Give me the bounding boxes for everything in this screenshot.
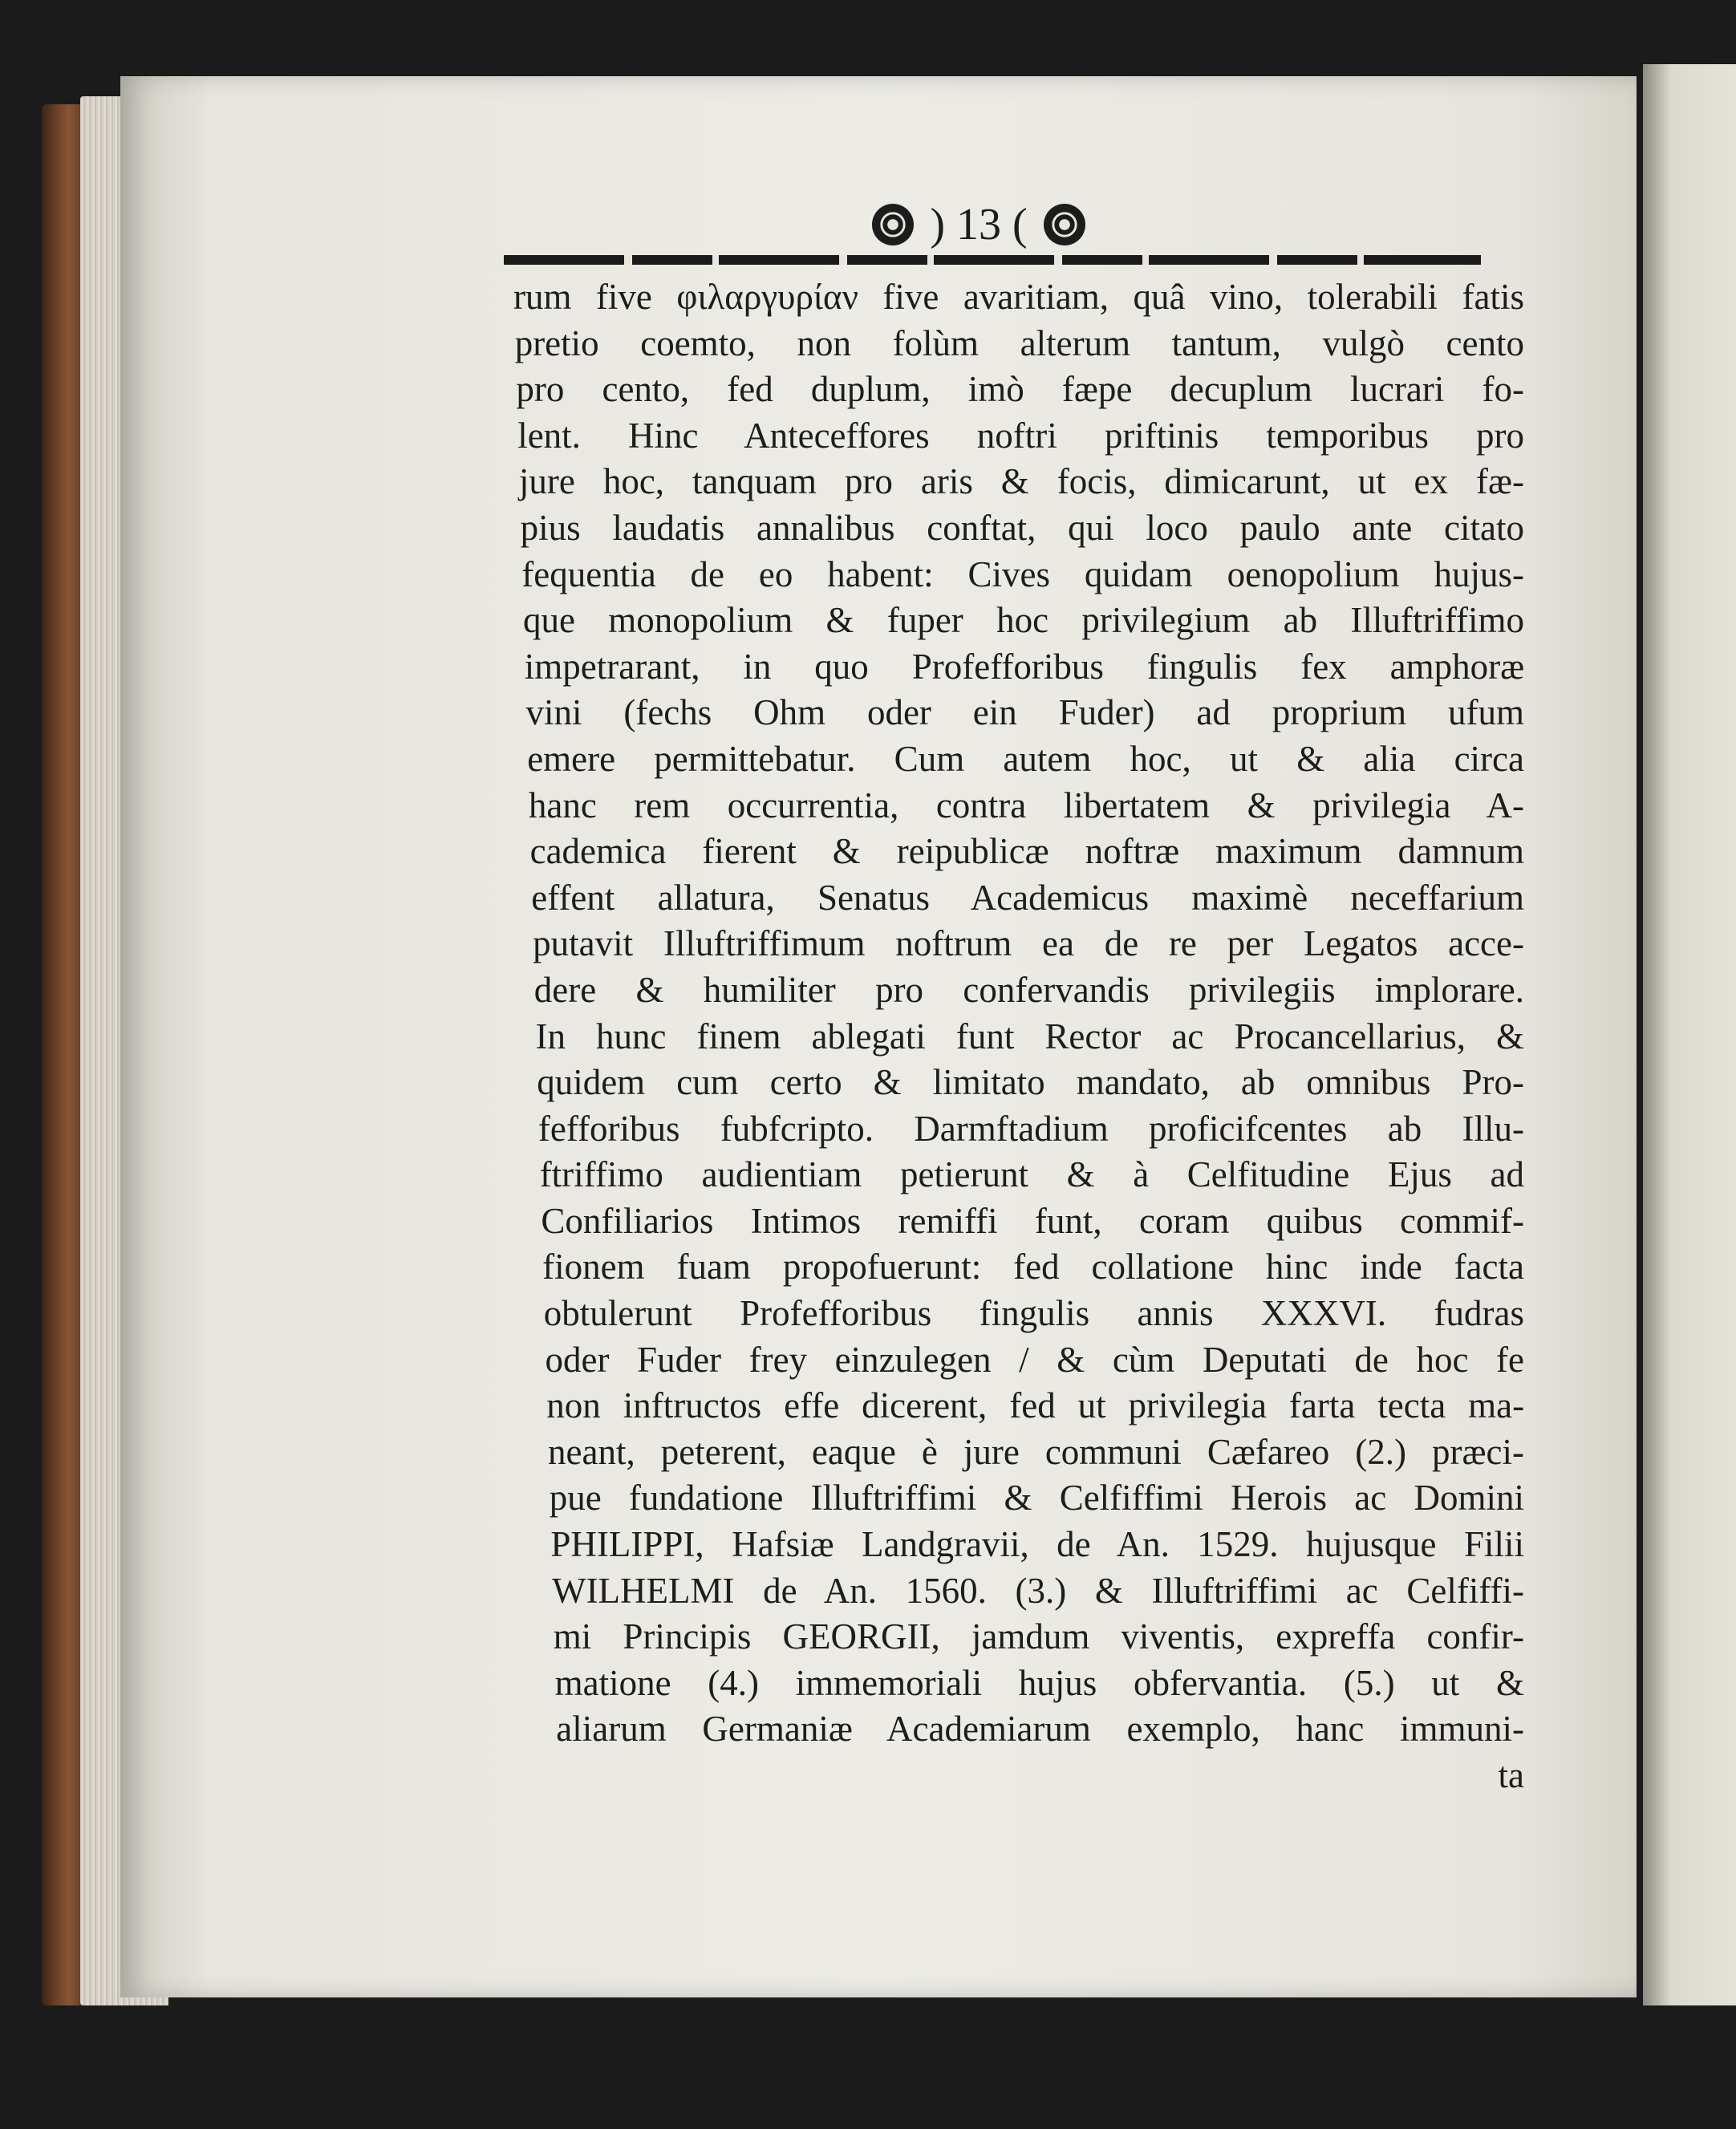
text-line: impetrarant, in quo Profefforibus fingulis fex amphoræ	[524, 646, 1525, 687]
text-line: PHILIPPI, Hafsiæ Landgravii, de An. 1529. hujusque Filii	[550, 1524, 1524, 1565]
page-header	[838, 197, 1119, 253]
text-line: pro cento, fed duplum, imò fæpe decuplum lucrari fo-	[516, 369, 1524, 410]
text-line: fequentia de eo habent: Cives quidam oenopolium hujus-	[521, 554, 1524, 594]
text-line: fefforibus fubfcripto. Darmftadium proficifcentes ab Illu-	[537, 1108, 1524, 1149]
text-line: Confiliarios Intimos remiffi funt, coram quibus commif-	[541, 1200, 1524, 1241]
text-line: fionem fuam propofuerunt: fed collatione hinc inde facta	[542, 1247, 1524, 1288]
text-line: ftriffimo audientiam petierunt & à Celfitudine Ejus ad	[539, 1154, 1524, 1195]
rosette-ornament-icon	[872, 204, 914, 245]
text-line: WILHELMI de An. 1560. (3.) & Illuftriffimi ac Celfiffi-	[552, 1570, 1524, 1611]
text-line: In hunc finem ablegati funt Rector ac Procancellarius, &	[535, 1016, 1524, 1056]
text-line: effent allatura, Senatus Academicus maximè neceffarium	[531, 877, 1524, 918]
text-line: non inftructos effe dicerent, fed ut privilegia farta tecta ma-	[546, 1385, 1525, 1426]
text-line: vini (fechs Ohm oder ein Fuder) ad proprium ufum	[525, 692, 1524, 733]
text-line: dere & humiliter pro confervandis privilegiis implorare.	[533, 969, 1524, 1010]
page-number: ) 13 (	[930, 200, 1028, 249]
text-line: hanc rem occurrentia, contra libertatem & privilegia A-	[528, 785, 1524, 825]
text-line: putavit Illuftriffimum noftrum ea de re per Legatos acce-	[533, 923, 1524, 964]
text-line: emere permittebatur. Cum autem hoc, ut & alia circa	[527, 738, 1524, 779]
header-rule	[504, 255, 1481, 265]
text-line: lent. Hinc Anteceffores noftri priftinis temporibus pro	[517, 415, 1524, 456]
text-line: oder Fuder frey einzulegen / & cùm Deputati de hoc fe	[545, 1339, 1524, 1380]
text-line: neant, peterent, eaque è jure communi Cæfareo (2.) præci-	[548, 1431, 1524, 1472]
text-line: que monopolium & fuper hoc privilegium ab Illuftriffimo	[523, 600, 1524, 641]
text-line: cademica fierent & reipublicæ noftræ maximum damnum	[529, 831, 1524, 872]
text-line: quidem cum certo & limitato mandato, ab omnibus Pro-	[537, 1062, 1524, 1103]
facing-page-edge	[1643, 64, 1736, 2005]
text-line: matione (4.) immemoriali hujus obfervantia. (5.) ut &	[554, 1662, 1524, 1703]
text-line: pius laudatis annalibus conftat, qui loco paulo ante citato	[520, 507, 1524, 548]
body-text	[513, 274, 1524, 1799]
text-line: jure hoc, tanquam pro aris & focis, dimicarunt, ut ex fæ-	[518, 461, 1524, 502]
text-line: aliarum Germaniæ Academiarum exemplo, hanc immuni-	[556, 1709, 1524, 1750]
rosette-ornament-icon	[1044, 204, 1085, 245]
text-line: obtulerunt Profefforibus fingulis annis XXXVI. fudras	[543, 1293, 1524, 1334]
text-line: rum five φιλαργυρίαν five avaritiam, quâ vino, tolerabili fatis	[513, 277, 1524, 317]
text-line: mi Principis GEORGII, jamdum viventis, expreffa confir-	[553, 1616, 1524, 1657]
text-line: pretio coemto, non folùm alterum tantum, vulgò cento	[514, 322, 1524, 363]
catchword: ta	[1498, 1755, 1524, 1795]
text-line: pue fundatione Illuftriffimi & Celfiffimi Herois ac Domini	[549, 1478, 1524, 1519]
